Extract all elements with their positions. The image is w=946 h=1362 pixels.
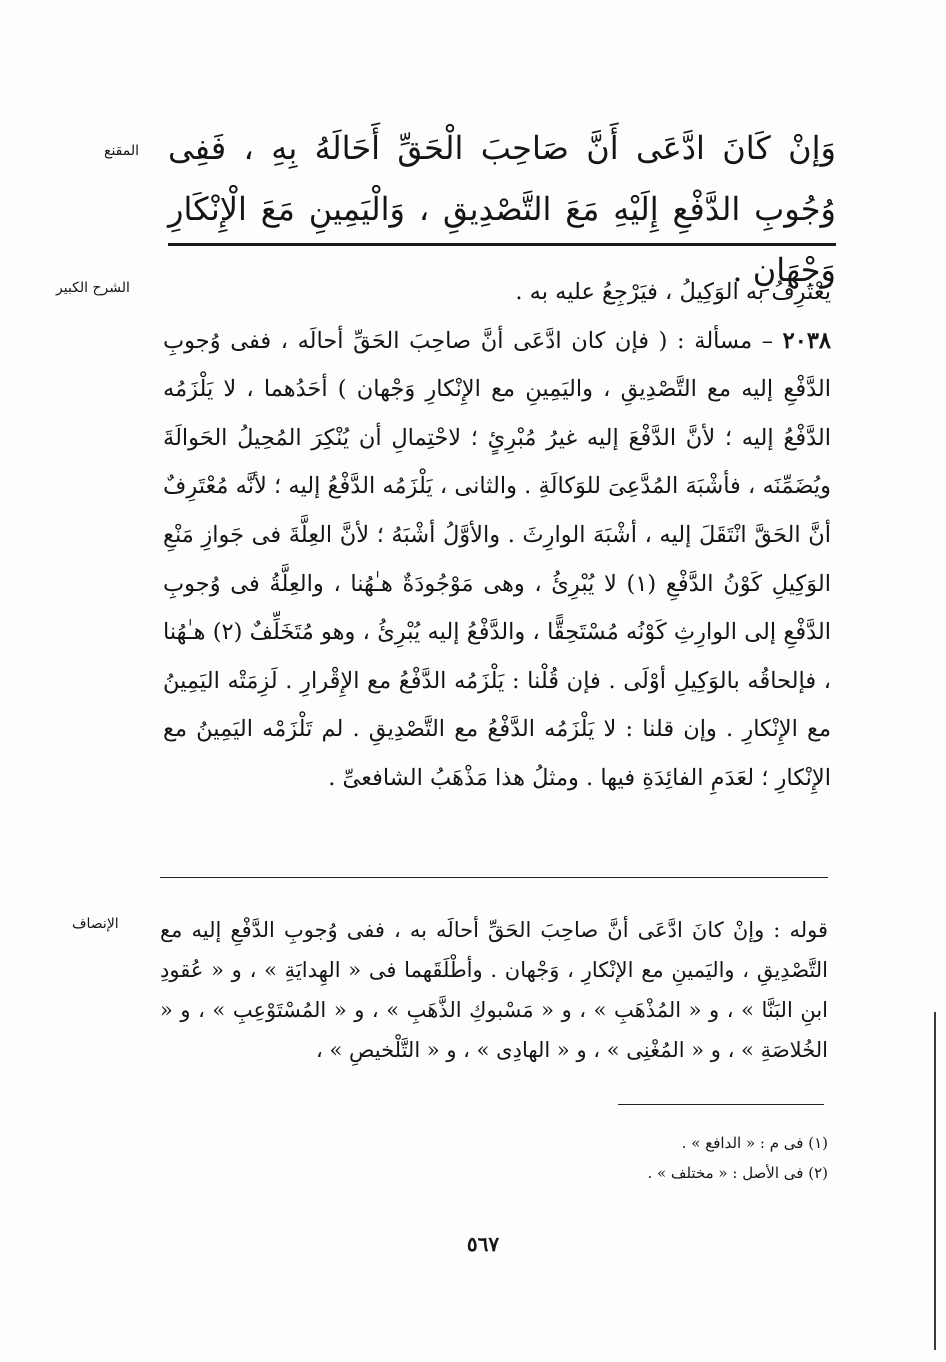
- scan-edge-line: [934, 1012, 936, 1350]
- section-divider-thick: [168, 243, 836, 246]
- entry-number: ٢٠٣٨: [782, 327, 831, 354]
- footnote-1: (١) فى م : « الدافع » .: [681, 1134, 828, 1152]
- margin-label-insaf: الإنصاف: [72, 916, 119, 932]
- footnote-2: (٢) فى الأصل : « مختلف » .: [647, 1164, 828, 1182]
- insaf-text: قوله : وإنْ كانَ ادَّعَى أنَّ صاحِبَ الحَقِّ أحالَه به ، ففى وُجوبِ الدَّفْعِ إليه مع التَّصْدِيقِ ، واليَمينِ مع الإنْكارِ ، وَجْهان . وأطْلَقَهما فى « الهِدايَةِ » ، و « عُقودِ ابنِ البَنَّا » ، و « المُذْهَبِ » ، و « مَسْبوكِ الذَّهَبِ » ، و « المُسْتَوْعِبِ » ، و « الخُلاصَةِ » ، و « المُغْنِى » ، و « الهادِى » ، و « التَّلْخيصِ » ،: [160, 918, 828, 1062]
- footnote-divider: [618, 1104, 824, 1105]
- sharh-section: [163, 268, 831, 803]
- footnotes: [560, 1128, 828, 1188]
- section-divider-thin: [160, 877, 828, 878]
- sharh-paragraph: [163, 317, 831, 803]
- muqni-text: وَإنْ كَانَ ادَّعَى أَنَّ صَاحِبَ الْحَقِّ أَحَالَهُ بِهِ ، فَفِى وُجُوبِ الدَّفْعِ إِلَيْهِ مَعَ التَّصْدِيقِ ، وَالْيَمِينِ مَعَ الْإِنْكَارِ وَجْهَانِ .: [168, 129, 836, 289]
- margin-label-sharh: الشرح الكبير: [56, 280, 130, 296]
- margin-label-muqni: المقنع: [104, 143, 140, 159]
- sharh-intro: يَعْتَرِفُ به الوَكِيلُ ، فيَرْجِعُ عليه به .: [515, 279, 831, 305]
- page-number: ٥٦٧: [466, 1232, 500, 1256]
- sharh-body: – مسألة : ( فإن كان ادَّعَى أنَّ صاحِبَ الحَقِّ أحالَه ، ففى وُجوبِ الدَّفْعِ إليه مع التَّصْدِيقِ ، واليَمِينِ مع الإِنْكارِ وَجْهان ) أحَدُهما ، لا يَلْزَمُه الدَّفْعُ إليه ؛ لأنَّ الدَّفْعَ إليه غيرُ مُبْرِئٍ ؛ لاحْتِمالِ أن يُنْكِرَ المُحِيلُ الحَوالَةَ ويُضَمِّنَه ، فأشْبَهَ المُدَّعِىَ للوَكالَةِ . والثانى ، يَلْزَمُه الدَّفْعُ إليه ؛ لأنَّه مُعْتَرِفٌ أنَّ الحَقَّ انْتَقَلَ إليه ، أشْبَهَ الوارِثَ . والأوَّلُ أشْبَهُ ؛ لأنَّ العِلَّةَ فى جَوازِ مَنْعِ الوَكِيلِ كَوْنُ الدَّفْعِ (١) لا يُبْرِئُ ، وهى مَوْجُودَةٌ هـٰهُنا ، والعِلَّةُ فى وُجوبِ الدَّفْعِ إلى الوارِثِ كَوْنُه مُسْتَحِقًّا ، والدَّفْعُ إليه يُبْرِئُ ، وهو مُتَخَلِّفٌ (٢) هـٰهُنا ، فإلحاقُه بالوَكِيلِ أوْلَى . فإن قُلْنا : يَلْزَمُه الدَّفْعُ مع الإِقْرارِ . لَزِمَتْه اليَمِينُ مع الإِنْكارِ . وإن قلنا : لا يَلْزَمُه الدَّفْعُ مع التَّصْدِيقِ . لم تَلْزَمْه اليَمِينُ مع الإِنْكارِ ؛ لعَدَمِ الفائِدَةِ فيها . ومثلُ هذا مَذْهَبُ الشافعىِّ .: [163, 327, 832, 791]
